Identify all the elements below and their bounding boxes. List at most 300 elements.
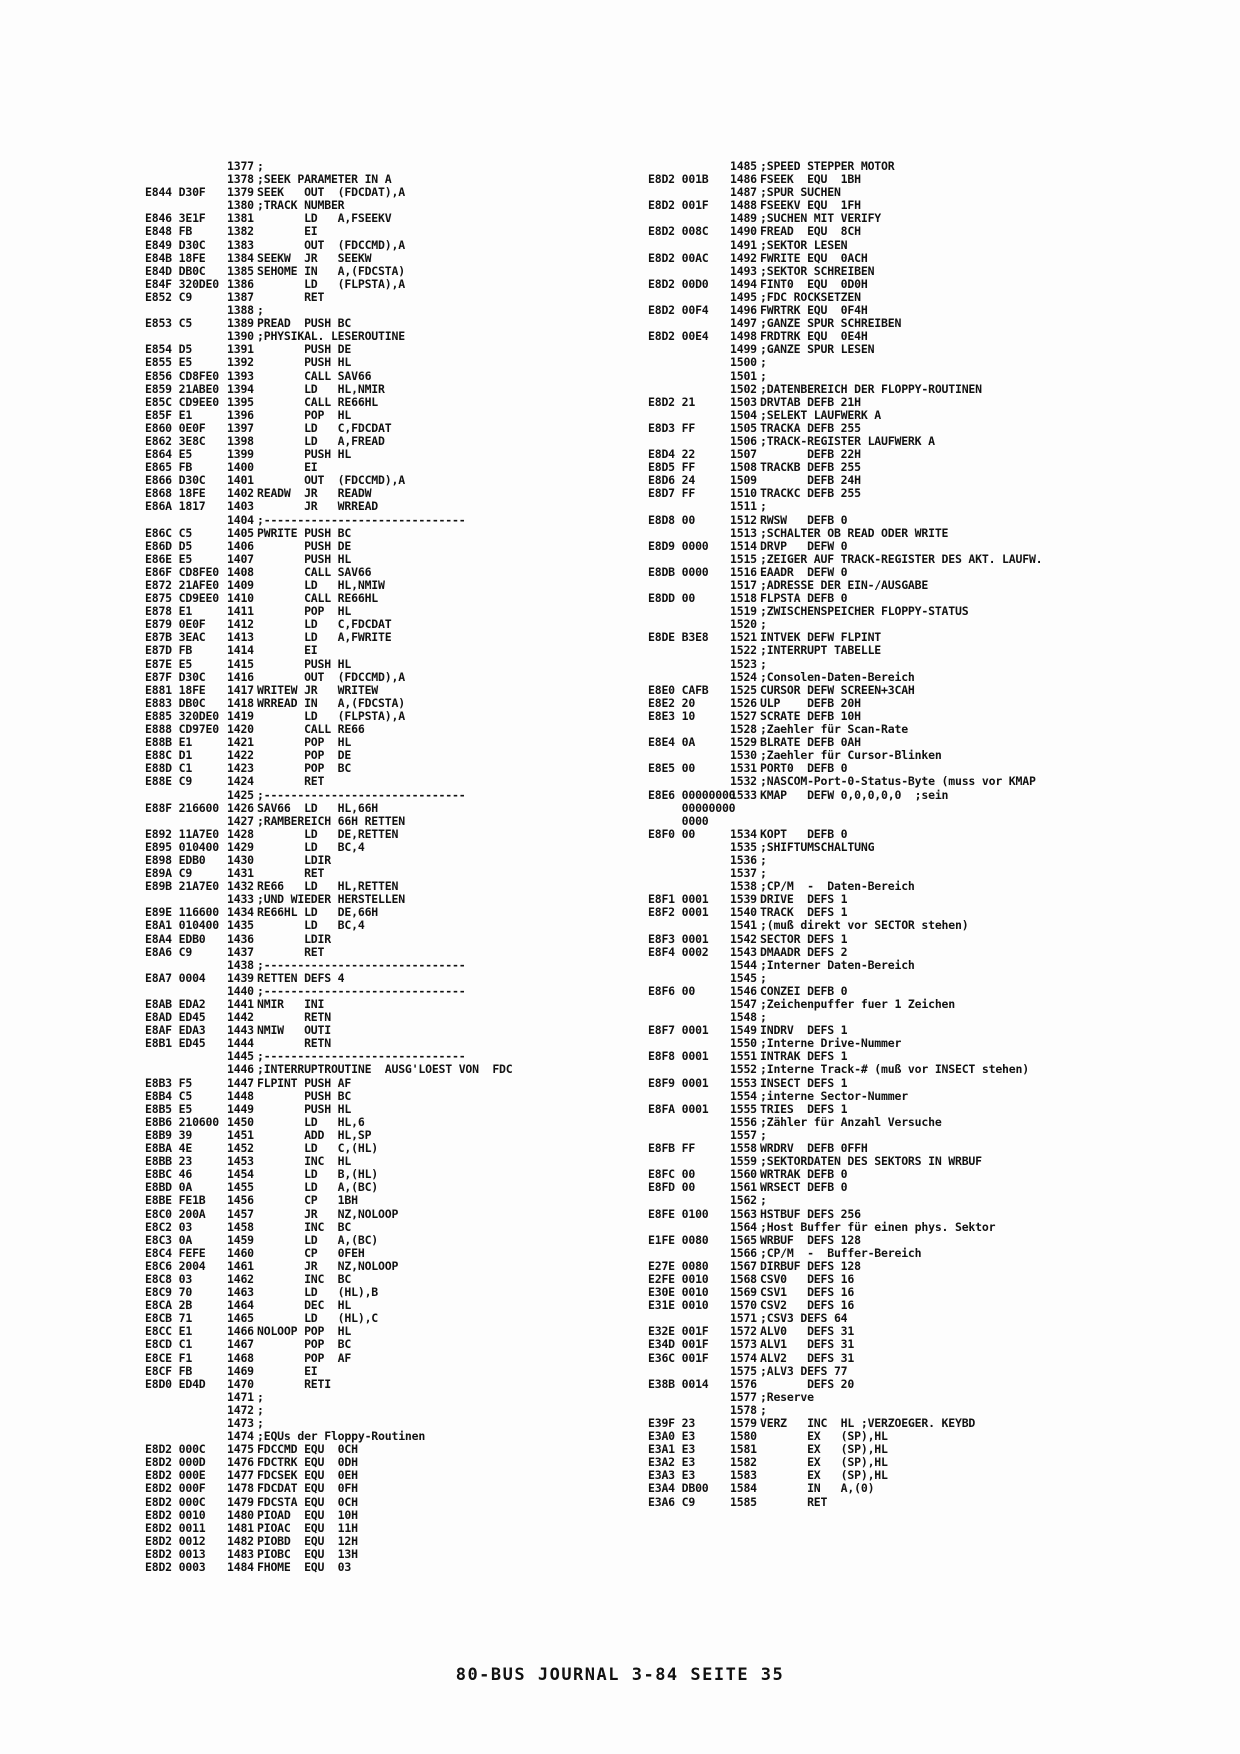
listing-line	[145, 356, 513, 369]
listing-line	[648, 841, 1042, 854]
source-statement: ;NASCOM-Port-0-Status-Byte (muss vor KMAP	[760, 774, 1036, 789]
listing-line	[648, 1482, 1042, 1495]
line-number: 1448	[227, 1088, 254, 1103]
listing-line	[648, 265, 1042, 278]
line-number: 1560	[730, 1167, 757, 1182]
source-statement: PUSH HL	[257, 447, 352, 462]
object-code: E8CF FB	[145, 1363, 193, 1378]
source-statement: DIRBUF DEFS 128	[760, 1258, 861, 1273]
line-number: 1500	[730, 355, 757, 370]
line-number: 1511	[730, 499, 757, 514]
listing-line	[648, 396, 1042, 409]
line-number: 1390	[227, 329, 254, 344]
object-code: E8CA 2B	[145, 1298, 193, 1313]
source-statement: ;(muß direkt vor SECTOR stehen)	[760, 918, 969, 933]
listing-line	[145, 540, 513, 553]
object-code: E32E 001F	[648, 1324, 709, 1339]
line-number: 1571	[730, 1311, 757, 1326]
line-number: 1553	[730, 1075, 757, 1090]
listing-line	[648, 919, 1042, 932]
line-number: 1479	[227, 1494, 254, 1509]
object-code: E885 320DE0	[145, 708, 219, 723]
line-number: 1432	[227, 879, 254, 894]
source-statement: ALV1 DEFS 31	[760, 1337, 855, 1352]
object-code: E8C2 03	[145, 1219, 193, 1234]
listing-line	[648, 671, 1042, 684]
listing-line	[648, 1077, 1042, 1090]
line-number: 1392	[227, 355, 254, 370]
line-number: 1465	[227, 1311, 254, 1326]
line-number: 1525	[730, 682, 757, 697]
source-statement: RET	[760, 1494, 828, 1509]
line-number: 1403	[227, 499, 254, 514]
source-statement: ;ZEIGER AUF TRACK-REGISTER DES AKT. LAUFW.	[760, 551, 1043, 566]
listing-line	[145, 553, 513, 566]
source-statement: CSV1 DEFS 16	[760, 1285, 855, 1300]
source-statement: RE66 LD HL,RETTEN	[257, 879, 399, 894]
line-number: 1493	[730, 263, 757, 278]
line-number: 1467	[227, 1337, 254, 1352]
source-statement: KOPT DEFB 0	[760, 826, 848, 841]
line-number: 1377	[227, 159, 254, 173]
line-number: 1378	[227, 172, 254, 187]
object-code: E88B E1	[145, 735, 193, 750]
source-statement: CALL SAV66	[257, 368, 372, 383]
source-statement: FWRTRK EQU 0F4H	[760, 303, 868, 318]
source-statement: PUSH BC	[257, 1088, 352, 1103]
source-statement: POP BC	[257, 1337, 352, 1352]
object-code: E8C8 03	[145, 1271, 193, 1286]
source-statement: DMAADR DEFS 2	[760, 944, 848, 959]
object-code: E8FA 0001	[648, 1101, 709, 1116]
listing-line	[648, 1116, 1042, 1129]
source-statement: PUSH HL	[257, 1101, 352, 1116]
object-code: E8C0 200A	[145, 1206, 206, 1221]
line-number: 1539	[730, 892, 757, 907]
listing-line	[145, 775, 513, 788]
listing-line	[145, 1194, 513, 1207]
object-code: E8F4 0002	[648, 944, 709, 959]
line-number: 1408	[227, 564, 254, 579]
line-number: 1455	[227, 1180, 254, 1195]
source-statement: POP BC	[257, 761, 352, 776]
line-number: 1501	[730, 368, 757, 383]
object-code: E87D FB	[145, 643, 193, 658]
listing-line	[145, 789, 513, 802]
source-statement: CSV0 DEFS 16	[760, 1271, 855, 1286]
object-code: E854 D5	[145, 342, 193, 357]
listing-line	[648, 815, 1042, 828]
object-code: E866 D30C	[145, 473, 206, 488]
listing-line	[648, 343, 1042, 356]
listing-line	[145, 212, 513, 225]
source-statement: ;RAMBEREICH 66H RETTEN	[257, 813, 405, 828]
source-statement: INTVEK DEFW FLPINT	[760, 630, 882, 645]
source-statement: NOLOOP POP HL	[257, 1324, 352, 1339]
object-code: E8F6 00	[648, 983, 696, 998]
source-statement: FSEEK EQU 1BH	[760, 172, 861, 187]
line-number: 1562	[730, 1193, 757, 1208]
source-statement: ;INTERRUPT TABELLE	[760, 643, 882, 658]
source-statement: LD A,FSEEKV	[257, 211, 392, 226]
line-number: 1413	[227, 630, 254, 645]
object-code: E3A4 DB00	[648, 1481, 709, 1496]
object-code: E85F E1	[145, 407, 193, 422]
object-code: E895 010400	[145, 839, 219, 854]
object-code: E8D4 22	[648, 447, 696, 462]
line-number: 1459	[227, 1232, 254, 1247]
listing-column-left	[145, 160, 513, 1574]
object-code: E34D 001F	[648, 1337, 709, 1352]
line-number: 1468	[227, 1350, 254, 1365]
object-code: E878 E1	[145, 604, 193, 619]
line-number: 1472	[227, 1402, 254, 1417]
line-number: 1450	[227, 1114, 254, 1129]
line-number: 1547	[730, 997, 757, 1011]
line-number: 1491	[730, 237, 757, 252]
listing-line	[145, 383, 513, 396]
listing-line	[145, 1482, 513, 1495]
line-number: 1515	[730, 551, 757, 566]
source-statement: ;SUCHEN MIT VERIFY	[760, 211, 882, 226]
object-code: E8D7 FF	[648, 486, 696, 501]
object-code: E88D C1	[145, 761, 193, 776]
line-number: 1558	[730, 1141, 757, 1156]
object-code: E853 C5	[145, 316, 193, 331]
listing-line	[145, 1063, 513, 1076]
line-number: 1434	[227, 905, 254, 920]
source-statement: ;------------------------------	[257, 1049, 466, 1064]
listing-line	[648, 422, 1042, 435]
source-statement: FWRITE EQU 0ACH	[760, 250, 868, 265]
object-code: E8A6 C9	[145, 944, 193, 959]
source-statement: WRSECT DEFB 0	[760, 1180, 848, 1195]
object-code: E86F CD8FE0	[145, 564, 219, 579]
object-code: E8E3 10	[648, 708, 696, 723]
listing-line	[648, 514, 1042, 527]
listing-line	[145, 1378, 513, 1391]
source-statement: ;	[760, 1127, 767, 1142]
object-code: E856 CD8FE0	[145, 368, 219, 383]
source-statement: LDIR	[257, 931, 331, 946]
source-statement: ;Reserve	[760, 1389, 814, 1404]
listing-line	[648, 356, 1042, 369]
line-number: 1513	[730, 525, 757, 540]
object-code: E84F 320DE0	[145, 276, 219, 291]
line-number: 1538	[730, 879, 757, 894]
listing-line	[648, 933, 1042, 946]
line-number: 1410	[227, 591, 254, 606]
listing-line	[648, 370, 1042, 383]
source-statement: ;Zaehler für Scan-Rate	[760, 722, 908, 737]
source-statement: RETI	[257, 1376, 331, 1391]
source-statement: ;------------------------------	[257, 983, 466, 998]
listing-line	[648, 1181, 1042, 1194]
line-number: 1488	[730, 198, 757, 213]
object-code: E8E5 00	[648, 761, 696, 776]
object-code: E8D2 0011	[145, 1520, 206, 1535]
object-code: E86E E5	[145, 551, 193, 566]
listing-line	[648, 1090, 1042, 1103]
line-number: 1514	[730, 538, 757, 553]
object-code: E8D2 008C	[648, 224, 709, 239]
listing-line	[145, 919, 513, 932]
source-statement: FDCTRK EQU 0DH	[257, 1455, 358, 1470]
object-code: E8C4 FEFE	[145, 1245, 206, 1260]
object-code: E8D2 001B	[648, 172, 709, 187]
object-code: E89B 21A7E0	[145, 879, 219, 894]
line-number: 1575	[730, 1363, 757, 1378]
listing-line	[145, 1496, 513, 1509]
source-statement: EX (SP),HL	[760, 1429, 888, 1444]
source-statement: LD (FLPSTA),A	[257, 276, 405, 291]
listing-line	[648, 173, 1042, 186]
object-code: E844 D30F	[145, 185, 206, 200]
source-statement: CONZEI DEFB 0	[760, 983, 848, 998]
source-statement: PUSH HL	[257, 551, 352, 566]
source-statement: OUT (FDCCMD),A	[257, 237, 405, 252]
listing-line	[145, 1260, 513, 1273]
object-code: E8E2 20	[648, 695, 696, 710]
source-statement: ;CSV3 DEFS 64	[760, 1311, 848, 1326]
line-number: 1474	[227, 1429, 254, 1444]
listing-line	[145, 841, 513, 854]
source-statement: EX (SP),HL	[760, 1442, 888, 1457]
line-number: 1508	[730, 460, 757, 475]
listing-line	[648, 828, 1042, 841]
listing-line	[145, 1509, 513, 1522]
listing-line	[648, 1063, 1042, 1076]
listing-line	[648, 697, 1042, 710]
source-statement: PUSH HL	[257, 355, 352, 370]
source-statement: SAV66 LD HL,66H	[257, 800, 379, 815]
source-statement: EX (SP),HL	[760, 1455, 888, 1470]
line-number: 1446	[227, 1062, 254, 1077]
object-code: E8D2 000C	[145, 1494, 206, 1509]
source-statement: LD A,(BC)	[257, 1180, 379, 1195]
source-statement: DEFB 24H	[760, 473, 861, 488]
object-code: E87B 3EAC	[145, 630, 206, 645]
source-statement: INSECT DEFS 1	[760, 1075, 848, 1090]
object-code: E846 3E1F	[145, 211, 206, 226]
line-number: 1422	[227, 748, 254, 763]
line-number: 1546	[730, 983, 757, 998]
line-number: 1578	[730, 1402, 757, 1417]
object-code: E865 FB	[145, 460, 193, 475]
source-statement: NMIW OUTI	[257, 1023, 331, 1038]
source-statement: LD C,(HL)	[257, 1141, 379, 1156]
object-code: E85C CD9EE0	[145, 394, 219, 409]
object-code: E8D2 000E	[145, 1468, 206, 1483]
line-number: 1503	[730, 394, 757, 409]
source-statement: ;Zaehler für Cursor-Blinken	[760, 748, 942, 763]
listing-line	[145, 1247, 513, 1260]
source-statement: LD (FLPSTA),A	[257, 708, 405, 723]
line-number: 1400	[227, 460, 254, 475]
object-code: E8B5 E5	[145, 1101, 193, 1116]
object-code: E8B9 39	[145, 1127, 193, 1142]
source-statement: LD (HL),C	[257, 1311, 379, 1326]
line-number: 1584	[730, 1481, 757, 1496]
listing-line	[145, 959, 513, 972]
listing-line	[648, 605, 1042, 618]
object-code: E879 0E0F	[145, 617, 206, 632]
source-statement: ;------------------------------	[257, 787, 466, 802]
source-statement: ;FDC ROCKSETZEN	[760, 289, 861, 304]
listing-line	[145, 762, 513, 775]
source-statement: ;interne Sector-Nummer	[760, 1088, 908, 1103]
listing-line	[145, 1116, 513, 1129]
source-statement: LD DE,RETTEN	[257, 826, 399, 841]
source-statement: ;	[760, 355, 767, 370]
listing-line	[145, 815, 513, 828]
source-statement: ULP DEFB 20H	[760, 695, 861, 710]
source-statement: ;SELEKT LAUFWERK A	[760, 407, 882, 422]
object-code: E8D2 000F	[145, 1481, 206, 1496]
object-code: E1FE 0080	[648, 1232, 709, 1247]
source-statement: LD HL,6	[257, 1114, 365, 1129]
line-number: 1486	[730, 172, 757, 187]
line-number: 1435	[227, 918, 254, 933]
source-statement: ;	[760, 1402, 767, 1417]
source-statement: ;ADRESSE DER EIN-/AUSGABE	[760, 578, 929, 592]
object-code: 0000	[648, 813, 709, 828]
source-statement: ;UND WIEDER HERSTELLEN	[257, 892, 405, 907]
source-statement: ;PHYSIKAL. LESEROUTINE	[257, 329, 405, 344]
line-number: 1449	[227, 1101, 254, 1116]
line-number: 1579	[730, 1416, 757, 1430]
source-statement: INC BC	[257, 1271, 352, 1286]
line-number: 1406	[227, 538, 254, 553]
source-statement: ;	[257, 303, 264, 318]
listing-line	[648, 1365, 1042, 1378]
line-number: 1545	[730, 970, 757, 985]
source-statement: FRDTRK EQU 0E4H	[760, 329, 868, 344]
line-number: 1498	[730, 329, 757, 344]
line-number: 1549	[730, 1023, 757, 1038]
source-statement: BLRATE DEFB 0AH	[760, 735, 861, 750]
object-code: E8D0 ED4D	[145, 1376, 206, 1391]
object-code: E31E 0010	[648, 1298, 709, 1313]
listing-line	[145, 1221, 513, 1234]
listing-line	[648, 1260, 1042, 1273]
object-code: E8D2 000D	[145, 1455, 206, 1470]
line-number: 1580	[730, 1429, 757, 1444]
line-number: 1561	[730, 1180, 757, 1195]
source-statement: WRITEW JR WRITEW	[257, 682, 379, 697]
source-statement: FINT0 EQU 0D0H	[760, 276, 868, 291]
line-number: 1570	[730, 1298, 757, 1313]
line-number: 1419	[227, 708, 254, 723]
source-statement: LD HL,NMIW	[257, 578, 385, 592]
line-number: 1393	[227, 368, 254, 383]
line-number: 1385	[227, 263, 254, 278]
source-statement: TRACK DEFS 1	[760, 905, 848, 920]
listing-line	[145, 252, 513, 265]
object-code: E8CC E1	[145, 1324, 193, 1339]
object-code: E8CD C1	[145, 1337, 193, 1352]
line-number: 1462	[227, 1271, 254, 1286]
line-number: 1405	[227, 525, 254, 540]
line-number: 1379	[227, 185, 254, 200]
object-code: E8B6 210600	[145, 1114, 219, 1129]
source-statement: WRDRV DEFB 0FFH	[760, 1141, 868, 1156]
line-number: 1429	[227, 839, 254, 854]
source-statement: RET	[257, 289, 325, 304]
source-statement: PIOAC EQU 11H	[257, 1520, 358, 1535]
source-statement: ;TRACK-REGISTER LAUFWERK A	[760, 433, 935, 448]
line-number: 1577	[730, 1389, 757, 1404]
line-number: 1568	[730, 1271, 757, 1286]
line-number: 1550	[730, 1036, 757, 1051]
line-number: 1534	[730, 826, 757, 841]
line-number: 1544	[730, 957, 757, 972]
line-number: 1418	[227, 695, 254, 710]
listing-line	[145, 1522, 513, 1535]
object-code: E88E C9	[145, 774, 193, 789]
source-statement: ;	[760, 656, 767, 671]
source-statement: ;	[760, 970, 767, 985]
source-statement: ;Host Buffer für einen phys. Sektor	[760, 1219, 996, 1234]
source-statement: ;	[760, 852, 767, 867]
line-number: 1559	[730, 1154, 757, 1169]
source-statement: NMIR INI	[257, 997, 325, 1011]
line-number: 1430	[227, 852, 254, 867]
object-code: E8D2 0010	[145, 1507, 206, 1522]
object-code: E8D2 0003	[145, 1560, 206, 1575]
source-statement: ;	[760, 617, 767, 632]
listing-line	[145, 1338, 513, 1351]
line-number: 1425	[227, 787, 254, 802]
listing-line	[145, 448, 513, 461]
listing-line	[145, 828, 513, 841]
source-statement: PREAD PUSH BC	[257, 316, 352, 331]
source-statement: RET	[257, 774, 325, 789]
line-number: 1492	[730, 250, 757, 265]
line-number: 1556	[730, 1114, 757, 1129]
source-statement: RWSW DEFB 0	[760, 512, 848, 527]
line-number: 1417	[227, 682, 254, 697]
line-number: 1557	[730, 1127, 757, 1142]
source-statement: EI	[257, 1363, 318, 1378]
object-code: E8AD ED45	[145, 1010, 206, 1025]
listing-line	[145, 500, 513, 513]
line-number: 1470	[227, 1376, 254, 1391]
object-code: E892 11A7E0	[145, 826, 219, 841]
source-statement: ;Interne Track-# (muß vor INSECT stehen)	[760, 1062, 1029, 1077]
source-statement: ;EQUs der Floppy-Routinen	[257, 1429, 426, 1444]
listing-line	[648, 500, 1042, 513]
object-code: E875 CD9EE0	[145, 591, 219, 606]
object-code: E862 3E8C	[145, 433, 206, 448]
line-number: 1499	[730, 342, 757, 357]
listing-line	[648, 1338, 1042, 1351]
object-code: E855 E5	[145, 355, 193, 370]
listing-line	[145, 631, 513, 644]
source-statement: ;SPEED STEPPER MOTOR	[760, 159, 895, 173]
line-number: 1473	[227, 1416, 254, 1430]
line-number: 1431	[227, 866, 254, 881]
line-number: 1475	[227, 1442, 254, 1457]
line-number: 1407	[227, 551, 254, 566]
line-number: 1416	[227, 669, 254, 684]
listing-line	[145, 278, 513, 291]
listing-line	[145, 1208, 513, 1221]
object-code: E38B 0014	[648, 1376, 709, 1391]
source-statement: FDCSTA EQU 0CH	[257, 1494, 358, 1509]
object-code: E3A3 E3	[648, 1468, 696, 1483]
line-number: 1480	[227, 1507, 254, 1522]
